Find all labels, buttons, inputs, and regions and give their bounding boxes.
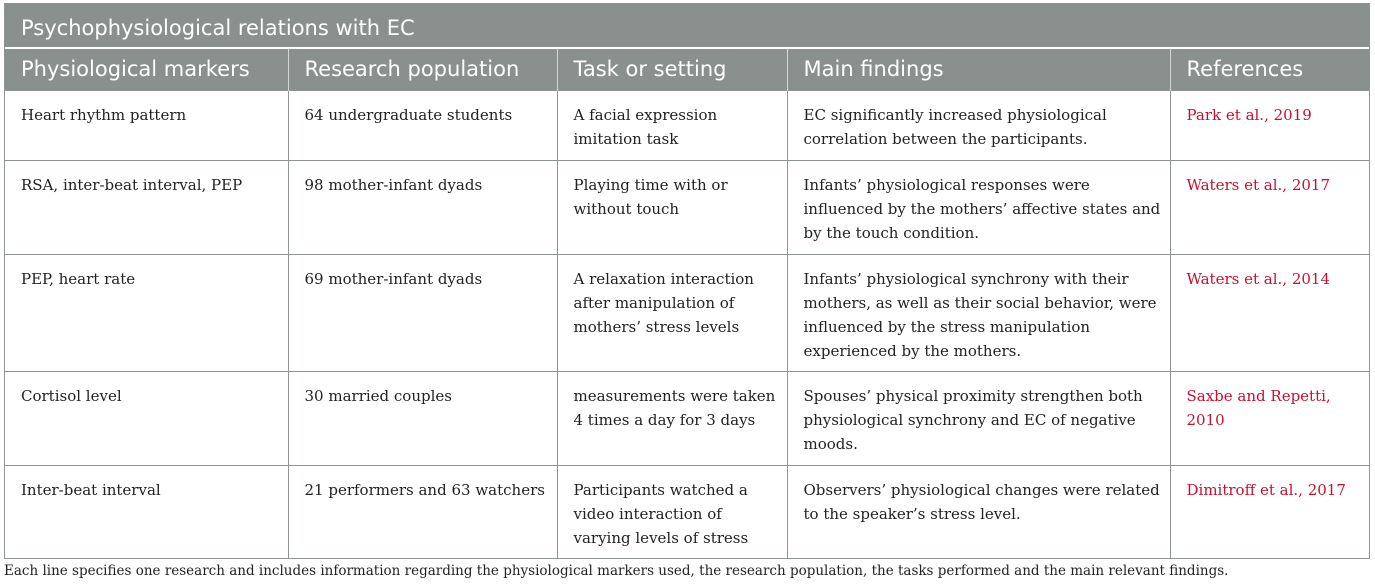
header-row xyxy=(5,49,1369,90)
cell-population: 21 performers and 63 watchers xyxy=(288,465,557,558)
reference-link[interactable]: Dimitroff et al., 2017 xyxy=(1170,465,1369,558)
table-row xyxy=(5,160,1369,254)
cell-task: Participants watched a video interaction of varying levels of stress xyxy=(557,465,787,558)
cell-population: 98 mother-infant dyads xyxy=(288,160,557,254)
reference-link[interactable]: Waters et al., 2014 xyxy=(1170,254,1369,371)
cell-findings: Infants’ physiological responses were influenced by the mothers’ affective states and by the touch condition. xyxy=(787,160,1170,254)
header-physiological-markers: Physiological markers xyxy=(5,49,288,90)
cell-markers: RSA, inter-beat interval, PEP xyxy=(5,160,288,254)
cell-task: Playing time with or without touch xyxy=(557,160,787,254)
table-row xyxy=(5,90,1369,160)
cell-findings: EC significantly increased physiological correlation between the participants. xyxy=(787,90,1170,160)
cell-markers: Cortisol level xyxy=(5,371,288,465)
header-research-population: Research population xyxy=(288,49,557,90)
cell-task: A facial expression imitation task xyxy=(557,90,787,160)
cell-findings: Infants’ physiological synchrony with their mothers, as well as their social behavior, were influenced by the stress manipulation experienced by the mothers. xyxy=(787,254,1170,371)
header-task-or-setting: Task or setting xyxy=(557,49,787,90)
table-row xyxy=(5,254,1369,371)
reference-link[interactable]: Saxbe and Repetti, 2010 xyxy=(1170,371,1369,465)
table-row xyxy=(5,465,1369,558)
cell-markers: Inter-beat interval xyxy=(5,465,288,558)
table-footnote: Each line specifies one research and includes information regarding the physiological markers used, the research population, the tasks performed and the main relevant findings. xyxy=(4,563,1229,579)
reference-link[interactable]: Park et al., 2019 xyxy=(1170,90,1369,160)
cell-population: 69 mother-infant dyads xyxy=(288,254,557,371)
cell-task: A relaxation interaction after manipulation of mothers’ stress levels xyxy=(557,254,787,371)
cell-population: 64 undergraduate students xyxy=(288,90,557,160)
data-table xyxy=(5,49,1369,558)
table-row xyxy=(5,371,1369,465)
cell-findings: Observers’ physiological changes were related to the speaker’s stress level. xyxy=(787,465,1170,558)
cell-population: 30 married couples xyxy=(288,371,557,465)
cell-task: measurements were taken 4 times a day for 3 days xyxy=(557,371,787,465)
header-main-findings: Main findings xyxy=(787,49,1170,90)
findings-table xyxy=(4,3,1370,559)
cell-findings: Spouses’ physical proximity strengthen both physiological synchrony and EC of negative moods. xyxy=(787,371,1170,465)
header-references: References xyxy=(1170,49,1369,90)
cell-markers: Heart rhythm pattern xyxy=(5,90,288,160)
table-title: Psychophysiological relations with EC xyxy=(5,4,1369,49)
reference-link[interactable]: Waters et al., 2017 xyxy=(1170,160,1369,254)
cell-markers: PEP, heart rate xyxy=(5,254,288,371)
